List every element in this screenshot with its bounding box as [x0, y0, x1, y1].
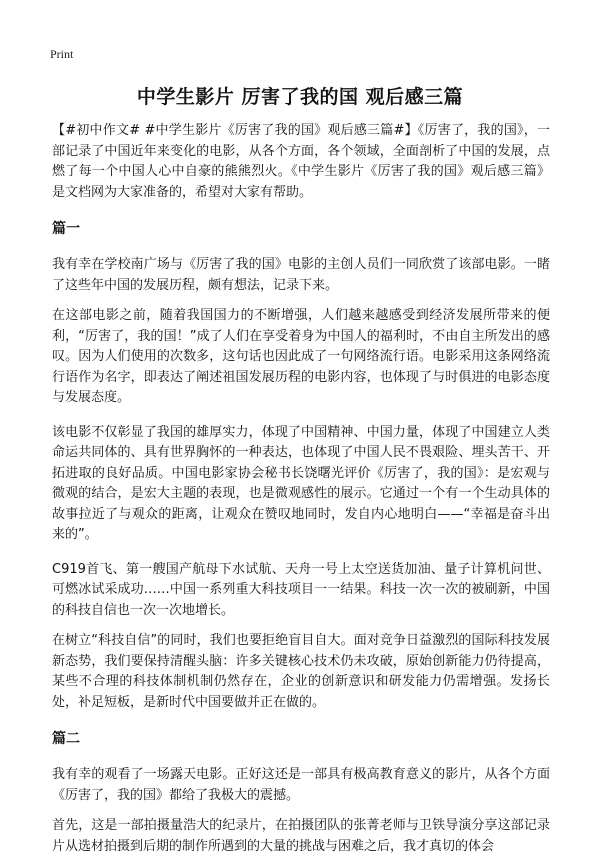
section1-paragraph-4: C919首飞、第一艘国产航母下水试航、天舟一号上太空送货加油、量子计算机问世、可燃冰试采成功……中国一系列重大科技项目一一结果。科技一次一次的被刷新，中国的科技自信也一次一次地增长。: [52, 561, 550, 618]
section1-paragraph-3: 该电影不仅彰显了我国的雄厚实力，体现了中国精神、中国力量，体现了中国建立人类命运共同体的、具有世界胸怀的一种表达，也体现了中国人民不畏艰险、埋头苦干、开拓进取的良好品质。中国电影家协会秘书长饶曙光评价《厉害了，我的国》：是宏观与微观的结合，是宏大主题的表现，也是微观感性的展示。它通过一个有一个生动具体的故事拉近了与观众的距离，让观众在赞叹地同时，发自内心地明白——“幸福是奋斗出来的”。: [52, 424, 550, 542]
section1-paragraph-5: 在树立“科技自信”的同时，我们也要拒绝盲目自大。面对竞争日益激烈的国际科技发展新态势，我们要保持清醒头脑：许多关键核心技术仍未攻破，原始创新能力仍待提高，某些不合理的科技体制机制仍然存在，企业的创新意识和研发能力仍需增强。发扬长处，补足短板，是新时代中国要做并正在做的。: [52, 633, 550, 710]
section-heading-1: 篇一: [52, 221, 80, 237]
section-heading-2: 篇二: [52, 731, 80, 747]
document-body: [52, 121, 550, 857]
document-title: 中学生影片 厉害了我的国 观后感三篇: [136, 86, 464, 108]
section2-paragraph-2: 首先，这是一部拍摄量浩大的纪录片，在拍摄团队的张菁老师与卫铁导演分享这部记录片从选材拍摄到后期的制作所遇到的大量的挑战与困难之后，我才真切的体会: [52, 818, 550, 854]
section1-paragraph-1: 我有幸在学校南广场与《厉害了我的国》电影的主创人员们一同欣赏了该部电影。一睹了这些年中国的发展历程，颇有想法，记录下来。: [52, 257, 550, 293]
section2-paragraph-1: 我有幸的观看了一场露天电影。正好这还是一部具有极高教育意义的影片，从各个方面《厉害了，我的国》都给了我极大的震撼。: [52, 767, 550, 803]
section1-paragraph-2: 在这部电影之前，随着我国国力的不断增强，人们越来越感受到经济发展所带来的便利，“厉害了，我的国！”成了人们在享受着身为中国人的福利时，不由自主所发出的感叹。因为人们使用的次数多，这句话也因此成了一句网络流行语。电影采用这条网络流行语作为名字，即表达了阐述祖国发展历程的电影内容，也体现了与时俱进的电影态度与发展态度。: [52, 308, 550, 405]
print-label: Print: [50, 47, 74, 61]
intro-paragraph: 【#初中作文# #中学生影片《厉害了我的国》观后感三篇#】《厉害了，我的国》，一部记录了中国近年来变化的电影，从各个方面，各个领域，全面剖析了中国的发展，点燃了每一个中国人心中自豪的熊熊烈火。《中学生影片《厉害了我的国》观后感三篇》是文档网为大家准备的，希望对大家有帮助。: [52, 123, 550, 200]
